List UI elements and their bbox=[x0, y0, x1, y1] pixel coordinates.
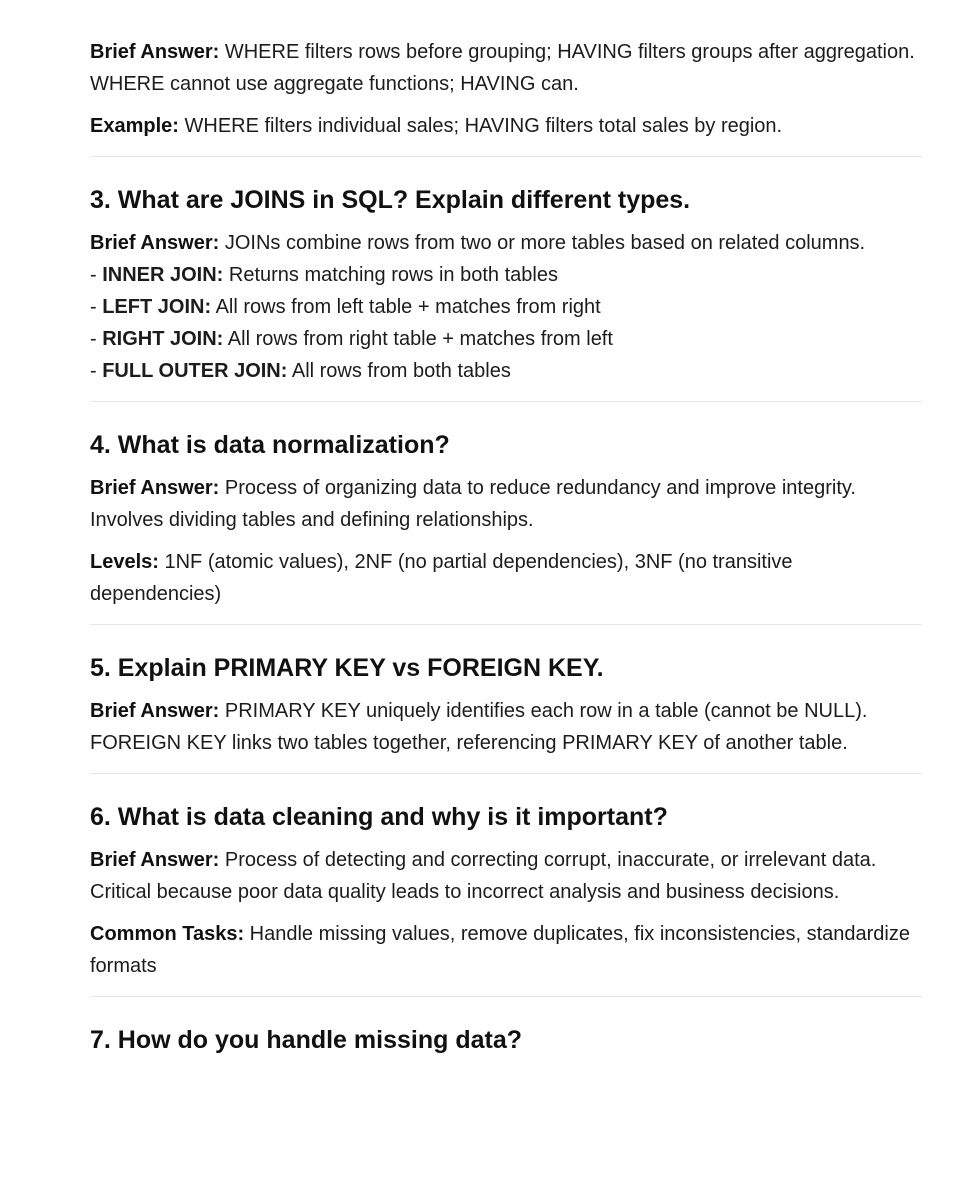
list-item: - RIGHT JOIN: All rows from right table + matches from left bbox=[90, 328, 613, 350]
brief-answer-text: JOINs combine rows from two or more tables based on related columns. bbox=[219, 232, 866, 254]
list-item: - INNER JOIN: Returns matching rows in both tables bbox=[90, 264, 558, 286]
brief-answer-label: Brief Answer: bbox=[90, 700, 220, 722]
example-text: WHERE filters individual sales; HAVING filters total sales by region. bbox=[178, 115, 783, 137]
brief-answer-text: WHERE filters rows before grouping; HAVING filters groups after aggregation. WHERE cannot use aggregate functions; HAVING can. bbox=[90, 41, 915, 95]
q6-common-tasks bbox=[90, 918, 920, 982]
q6-brief-answer bbox=[90, 844, 920, 908]
q4-brief-answer bbox=[90, 472, 920, 536]
question-5-title: 5. Explain PRIMARY KEY vs FOREIGN KEY. bbox=[90, 654, 604, 682]
common-tasks-label: Common Tasks: bbox=[90, 923, 245, 945]
q5-brief-answer bbox=[90, 695, 920, 759]
levels-label: Levels: bbox=[90, 551, 159, 573]
question-6-title: 6. What is data cleaning and why is it important? bbox=[90, 803, 668, 831]
question-4-title: 4. What is data normalization? bbox=[90, 431, 450, 459]
brief-answer-text: Process of organizing data to reduce redundancy and improve integrity. Involves dividing tables and defining relationships. bbox=[90, 477, 856, 531]
common-tasks-text: Handle missing values, remove duplicates, fix inconsistencies, standardize formats bbox=[90, 923, 910, 977]
section-divider bbox=[90, 401, 922, 402]
example-label: Example: bbox=[90, 115, 179, 137]
list-item: - FULL OUTER JOIN: All rows from both tables bbox=[90, 360, 511, 382]
question-7-title: 7. How do you handle missing data? bbox=[90, 1026, 522, 1054]
brief-answer-text: PRIMARY KEY uniquely identifies each row in a table (cannot be NULL). FOREIGN KEY links two tables together, referencing PRIMARY KEY of another table. bbox=[90, 700, 868, 754]
section-divider bbox=[90, 996, 922, 997]
levels-text: 1NF (atomic values), 2NF (no partial dependencies), 3NF (no transitive dependencies) bbox=[90, 551, 793, 605]
section-divider bbox=[90, 773, 922, 774]
q2-example bbox=[90, 110, 920, 142]
brief-answer-label: Brief Answer: bbox=[90, 477, 220, 499]
q4-levels bbox=[90, 546, 920, 610]
list-item: - LEFT JOIN: All rows from left table + matches from right bbox=[90, 296, 601, 318]
question-3-title: 3. What are JOINS in SQL? Explain different types. bbox=[90, 186, 691, 214]
q3-brief-answer bbox=[90, 227, 920, 259]
q2-brief-answer bbox=[90, 36, 920, 100]
brief-answer-label: Brief Answer: bbox=[90, 232, 220, 254]
section-divider bbox=[90, 624, 922, 625]
brief-answer-label: Brief Answer: bbox=[90, 41, 220, 63]
section-divider bbox=[90, 156, 922, 157]
brief-answer-label: Brief Answer: bbox=[90, 849, 220, 871]
brief-answer-text: Process of detecting and correcting corrupt, inaccurate, or irrelevant data. Critical because poor data quality leads to incorrect analysis and business decisions. bbox=[90, 849, 877, 903]
